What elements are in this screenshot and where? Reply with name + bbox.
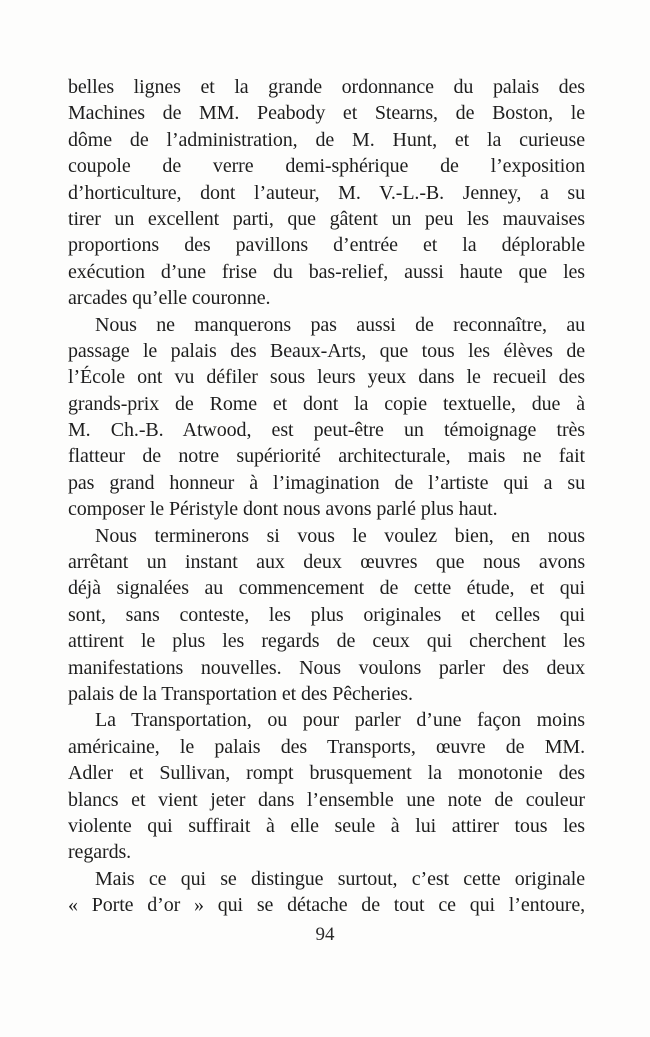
text-line: l’École ont vu défiler sous leurs yeux dans le recueil des <box>68 366 585 389</box>
text-line: grands-prix de Rome et dont la copie textuelle, due à <box>68 392 585 415</box>
text-line: tirer un excellent parti, que gâtent un peu les mauvaises <box>68 207 585 230</box>
text-line: arrêtant un instant aux deux œuvres que nous avons <box>68 551 585 574</box>
text-line: palais de la Transportation et des Pêcheries. <box>68 682 413 705</box>
text-line: pas grand honneur à l’imagination de l’artiste qui a su <box>68 471 585 494</box>
text-line: sont, sans conteste, les plus originales et celles qui <box>68 603 585 626</box>
text-block <box>68 74 585 919</box>
text-line: dôme de l’administration, de M. Hunt, et la curieuse <box>68 128 585 151</box>
text-line: coupole de verre demi-sphérique de l’exposition <box>68 155 585 178</box>
text-line: arcades qu’elle couronne. <box>68 287 271 310</box>
text-line: Adler et Sullivan, rompt brusquement la monotonie des <box>68 762 585 785</box>
text-line: Nous ne manquerons pas aussi de reconnaître, au <box>95 313 585 336</box>
text-line: blancs et vient jeter dans l’ensemble une note de couleur <box>68 788 585 811</box>
text-line: passage le palais des Beaux-Arts, que tous les élèves de <box>68 339 585 362</box>
text-line: composer le Péristyle dont nous avons parlé plus haut. <box>68 498 498 521</box>
text-line: flatteur de notre supériorité architecturale, mais ne fait <box>68 445 585 468</box>
paragraph-4 <box>68 707 585 865</box>
paragraph-1 <box>68 74 585 312</box>
text-line: M. Ch.-B. Atwood, est peut-être un témoignage très <box>68 419 585 442</box>
paragraph-3 <box>68 523 585 708</box>
text-line: américaine, le palais des Transports, œuvre de MM. <box>68 735 585 758</box>
text-line: proportions des pavillons d’entrée et la déplorable <box>68 234 585 257</box>
text-line: La Transportation, ou pour parler d’une façon moins <box>95 709 585 732</box>
text-line: belles lignes et la grande ordonnance du palais des <box>68 76 585 98</box>
paragraph-2 <box>68 312 585 523</box>
text-line: exécution d’une frise du bas-relief, aussi haute que les <box>68 260 585 283</box>
text-line: Mais ce qui se distingue surtout, c’est cette originale <box>95 867 585 890</box>
page-number: 94 <box>315 924 335 945</box>
paragraph-5 <box>68 866 585 919</box>
text-line: « Porte d’or » qui se détache de tout ce qui l’entoure, <box>68 894 585 917</box>
text-line: d’horticulture, dont l’auteur, M. V.-L.-B. Jenney, a su <box>68 181 585 204</box>
text-line: déjà signalées au commencement de cette étude, et qui <box>68 577 585 600</box>
text-line: regards. <box>68 841 132 864</box>
text-line: manifestations nouvelles. Nous voulons parler des deux <box>68 656 585 679</box>
text-line: attirent le plus les regards de ceux qui cherchent les <box>68 630 585 653</box>
text-line: violente qui suffirait à elle seule à lui attirer tous les <box>68 814 585 837</box>
text-line: Nous terminerons si vous le voulez bien, en nous <box>95 524 585 547</box>
text-line: Machines de MM. Peabody et Stearns, de Boston, le <box>68 102 585 125</box>
